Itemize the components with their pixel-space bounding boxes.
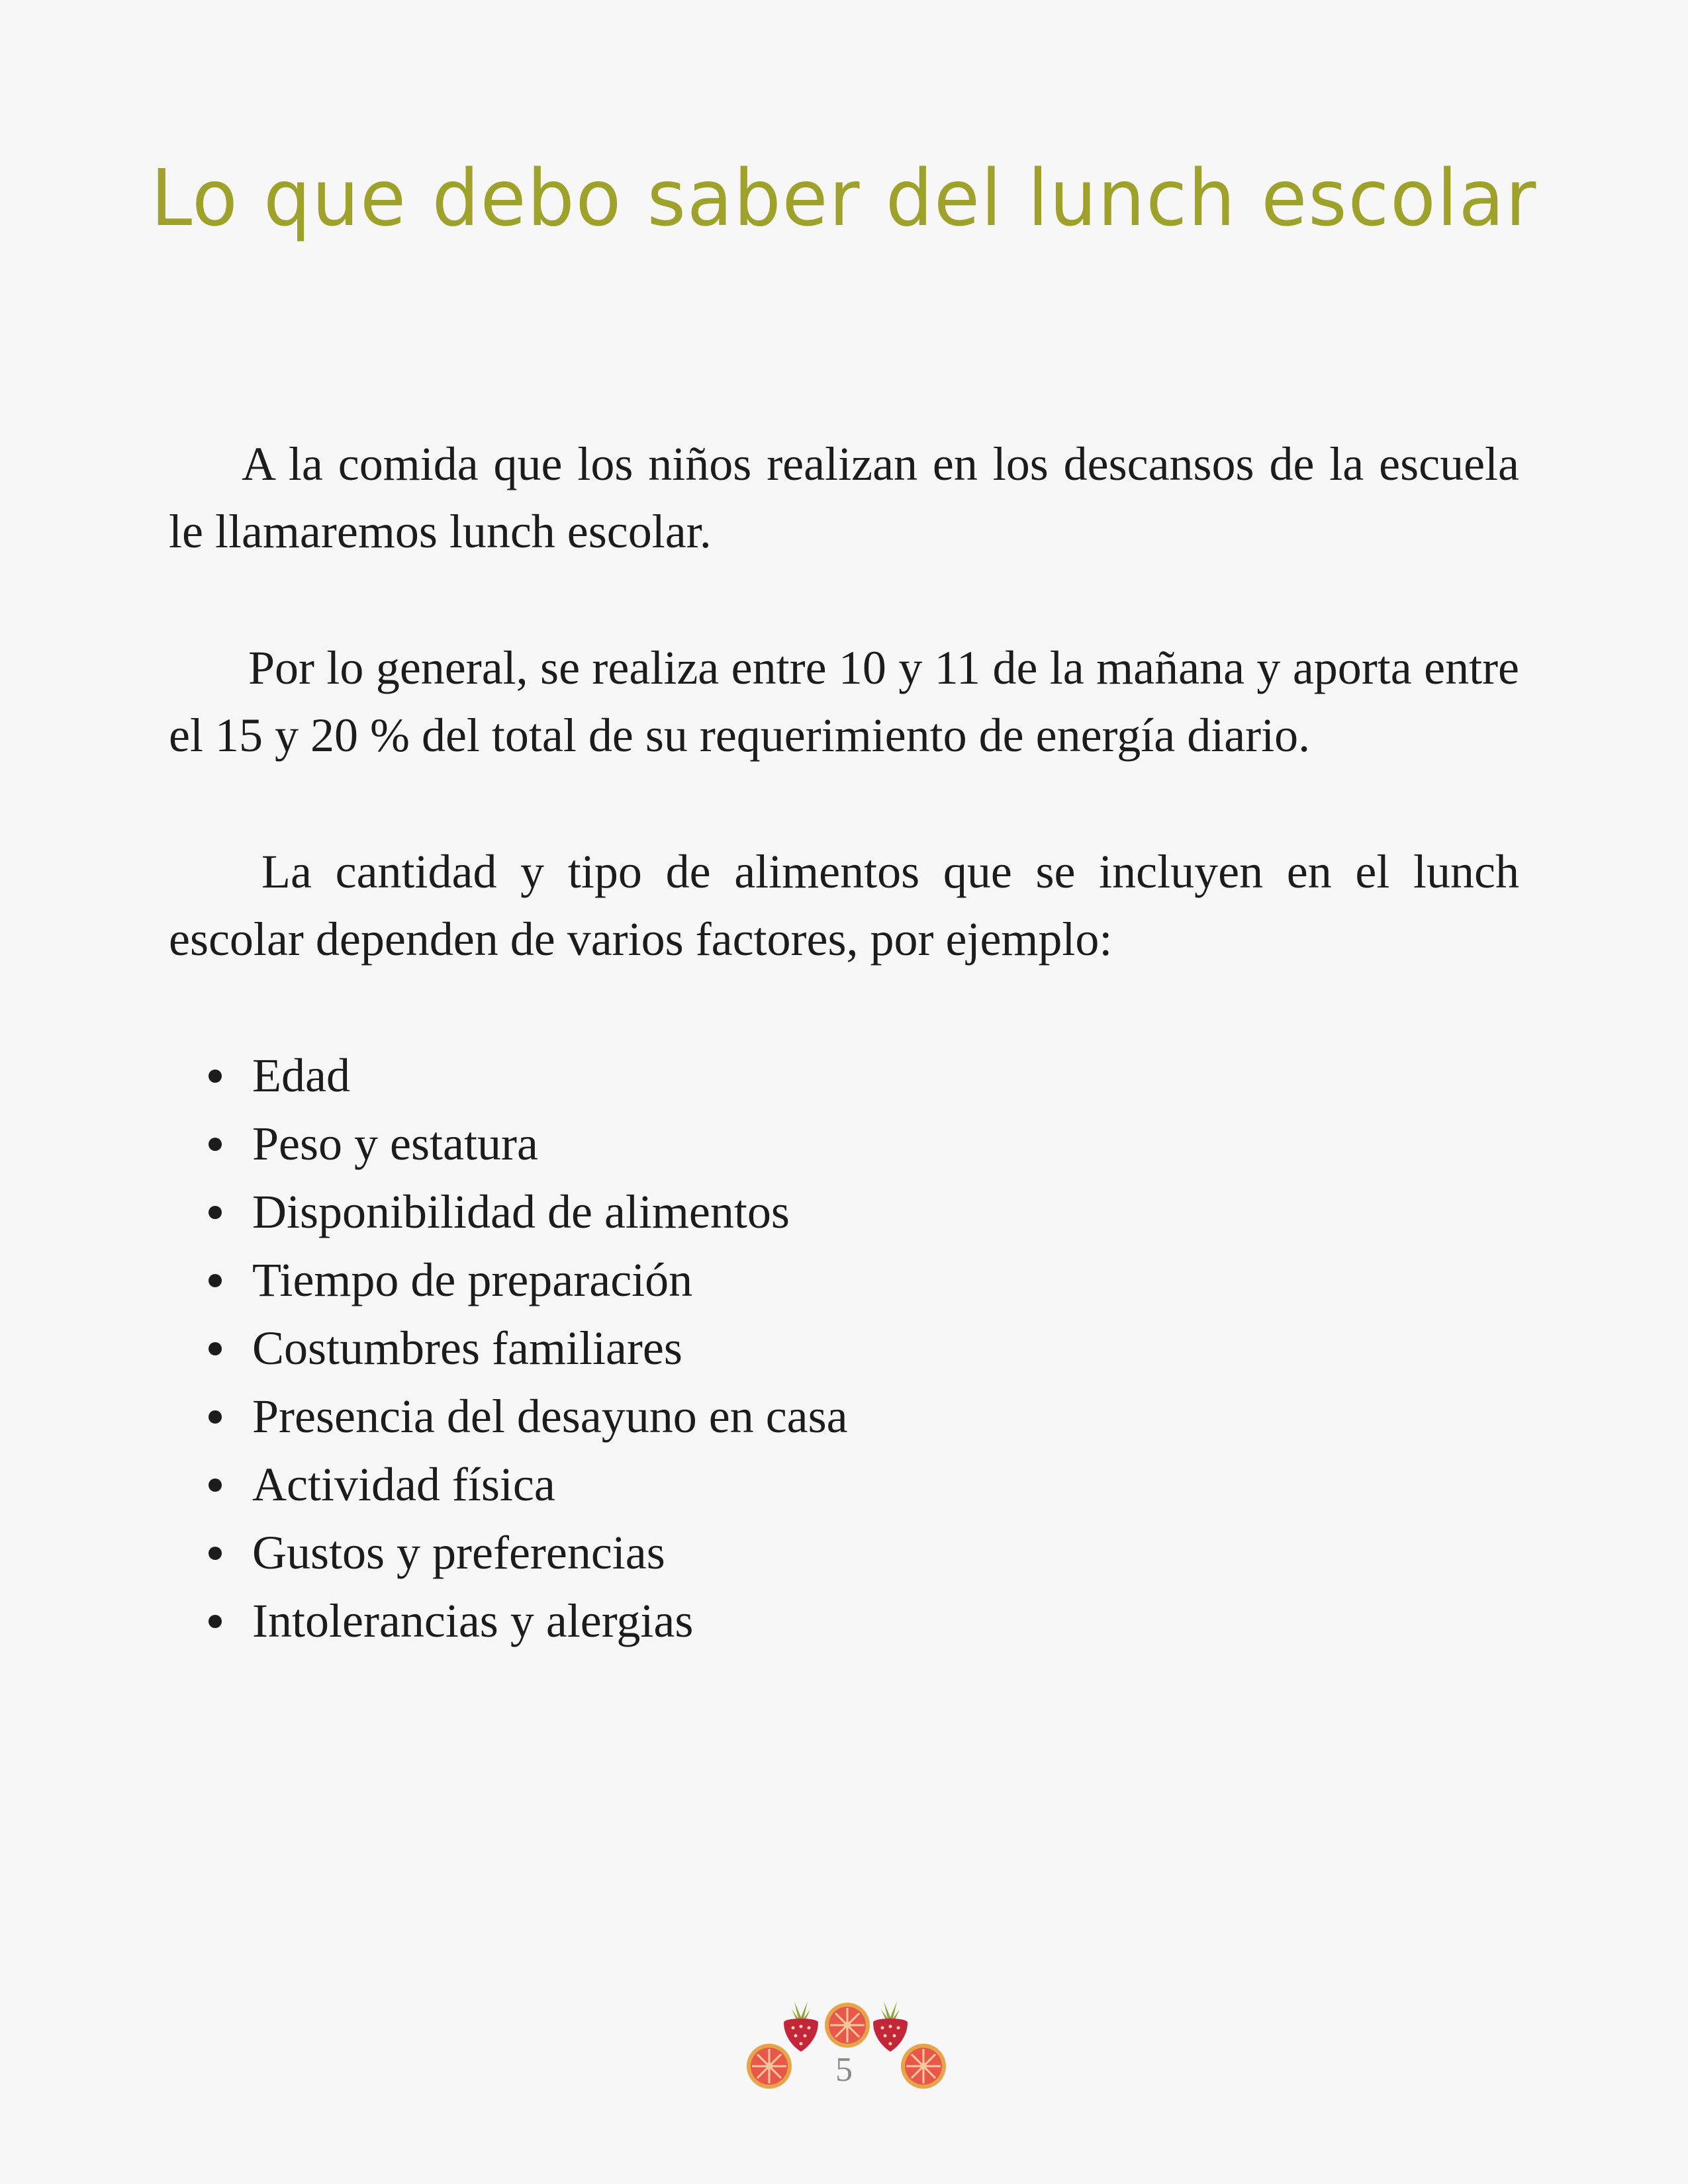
list-item	[169, 1451, 1519, 1519]
bullet-icon	[209, 1274, 222, 1287]
strawberry-icon	[873, 2001, 908, 2052]
list-item-label: Disponibilidad de alimentos	[252, 1185, 790, 1238]
list-item-label: Tiempo de preparación	[252, 1253, 693, 1306]
list-item-label: Actividad física	[252, 1458, 555, 1511]
list-item-label: Gustos y preferencias	[252, 1526, 665, 1579]
strawberry-icon	[784, 2001, 818, 2052]
bullet-icon	[209, 1410, 222, 1424]
bullet-icon	[209, 1069, 222, 1083]
bullet-icon	[209, 1138, 222, 1151]
list-item	[169, 1519, 1519, 1587]
paragraph-factors: La cantidad y tipo de alimentos que se incluyen en el lunch escolar dependen de varios factores, por ejemplo:	[169, 845, 1519, 966]
page-title: Lo que debo saber del lunch escolar	[150, 152, 1538, 244]
bullet-icon	[209, 1547, 222, 1560]
paragraph-timing: Por lo general, se realiza entre 10 y 11 de la mañana y aporta entre el 15 y 20 % del total de su requerimiento de energía diario.	[169, 641, 1519, 762]
list-item	[169, 1178, 1519, 1246]
grapefruit-icon	[747, 2044, 792, 2089]
main-content	[169, 430, 1519, 1655]
bullet-icon	[209, 1342, 222, 1355]
list-item-label: Intolerancias y alergias	[252, 1594, 694, 1647]
paragraph-intro: A la comida que los niños realizan en los descansos de la escuela le llamaremos lunch escolar.	[169, 437, 1519, 558]
list-item	[169, 1383, 1519, 1451]
list-item-label: Peso y estatura	[252, 1117, 538, 1170]
factors-list	[169, 1042, 1519, 1655]
list-item-label: Edad	[252, 1049, 350, 1102]
list-item	[169, 1246, 1519, 1314]
list-item-label: Costumbres familiares	[252, 1322, 682, 1375]
bullet-icon	[209, 1479, 222, 1492]
list-item-label: Presencia del desayuno en casa	[252, 1390, 848, 1443]
list-item	[169, 1314, 1519, 1383]
page-number: 5	[835, 2051, 853, 2089]
grapefruit-icon	[901, 2044, 946, 2089]
bullet-icon	[209, 1615, 222, 1628]
list-item	[169, 1042, 1519, 1110]
bullet-icon	[209, 1206, 222, 1219]
list-item	[169, 1110, 1519, 1178]
grapefruit-icon	[825, 2003, 870, 2048]
list-item	[169, 1587, 1519, 1655]
